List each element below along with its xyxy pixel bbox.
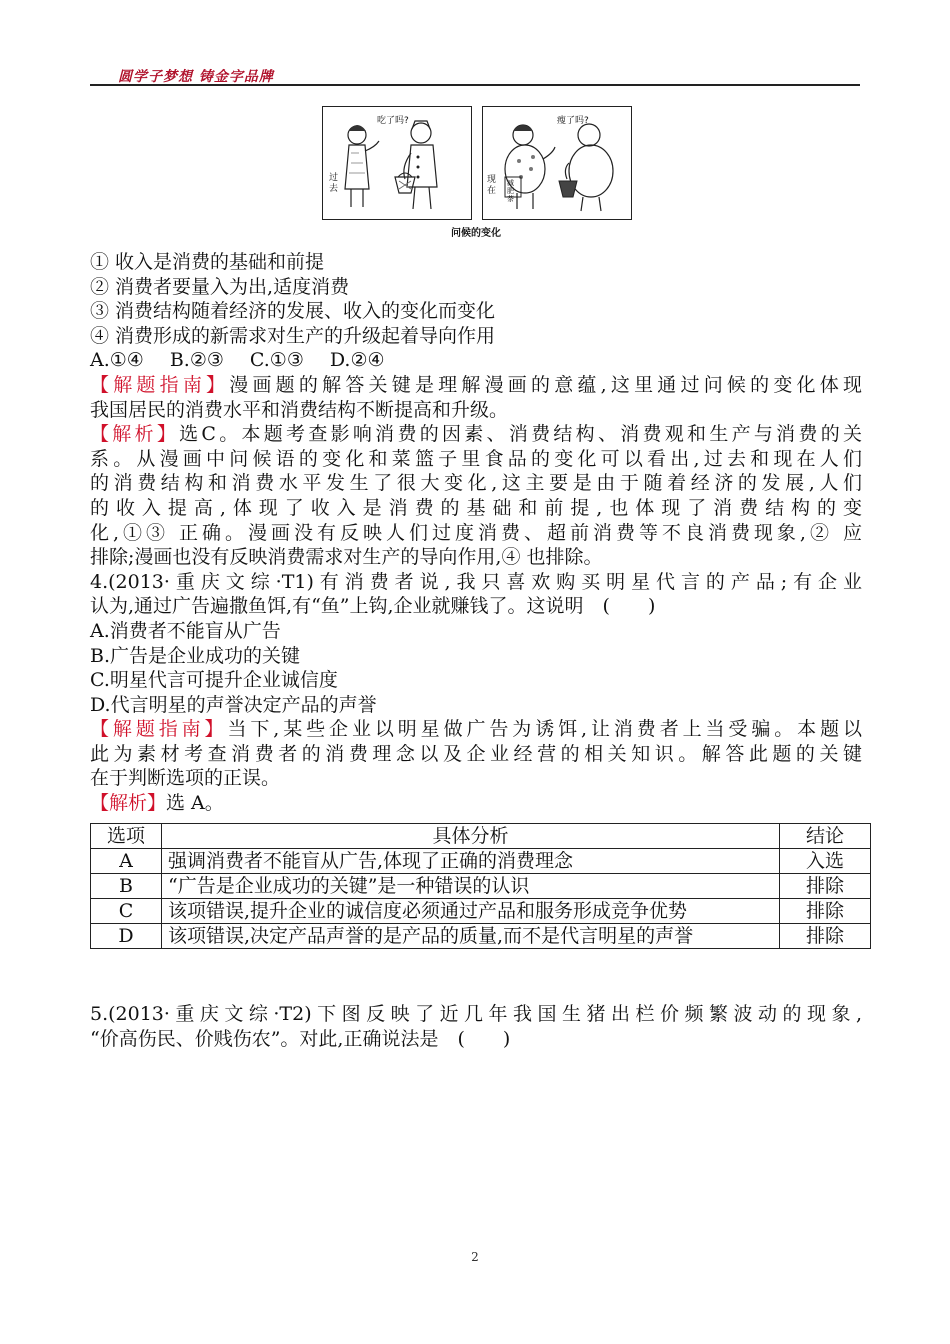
page-header xyxy=(90,62,860,86)
table-cell-analysis: 该项错误,提升企业的诚信度必须通过产品和服务形成竞争优势 xyxy=(162,899,780,924)
q5-stem-line: 5.(2013·重庆文综·T2)下图反映了近几年我国生猪出栏价频繁波动的现象, xyxy=(90,1003,862,1025)
q3-guide-line xyxy=(90,373,862,398)
q4-option: D.代言明星的声誉决定产品的声誉 xyxy=(90,693,377,716)
table-header: 具体分析 xyxy=(162,824,780,849)
q3-analysis-line: 的收入提高,体现了收入是消费的基础和前提,也体现了消费结构的变 xyxy=(90,496,862,519)
q3-item: ② 消费者要量入为出,适度消费 xyxy=(90,275,350,298)
table-cell-conclusion: 排除 xyxy=(780,924,871,949)
guide-tag: 【解题指南】 xyxy=(90,718,228,741)
guide-text: 漫画题的解答关键是理解漫画的意蕴,这里通过问候的变化体现 xyxy=(229,373,862,396)
guide-text: 当下,某些企业以明星做广告为诱饵,让消费者上当受骗。本题以 xyxy=(227,718,862,741)
q3-analysis-line: 系。从漫画中问候语的变化和菜篮子里食品的变化可以看出,过去和现在人们 xyxy=(90,447,862,470)
q3-item: ④ 消费形成的新需求对生产的升级起着导向作用 xyxy=(90,324,496,347)
cartoon-panel-past xyxy=(322,106,472,220)
q4-guide-line: 在于判断选项的正误。 xyxy=(90,767,281,790)
q3-analysis-line: 化,①③ 正确。漫画没有反映人们过度消费、超前消费等不良消费现象,② 应 xyxy=(90,521,862,544)
table-cell-option: B xyxy=(91,874,162,899)
table-row xyxy=(91,874,871,899)
q4-guide-line: 此为素材考查消费者的消费理念以及企业经营的相关知识。解答此题的关键 xyxy=(90,742,862,765)
speech-bubble-present: 瘦了吗? xyxy=(557,116,589,126)
table-cell-option: D xyxy=(91,924,162,949)
label-past: 过去 xyxy=(329,173,339,194)
q3-option: C.①③ xyxy=(249,349,304,372)
q4-stem-line: 认为,通过广告遍撒鱼饵,有“鱼”上钩,企业就赚钱了。这说明 ( ) xyxy=(90,595,656,618)
q3-analysis-line xyxy=(90,422,862,447)
q3-guide-line: 我国居民的消费水平和消费结构不断提高和升级。 xyxy=(90,398,509,421)
guide-tag: 【解题指南】 xyxy=(90,373,230,396)
q3-item: ① 收入是消费的基础和前提 xyxy=(90,251,325,273)
q4-guide-line xyxy=(90,717,862,742)
table-cell-analysis: 强调消费者不能盲从广告,体现了正确的消费理念 xyxy=(162,849,780,874)
q4-option: A.消费者不能盲从广告 xyxy=(90,619,281,642)
q4-option: C.明星代言可提升企业诚信度 xyxy=(90,669,338,692)
q4-option: B.广告是企业成功的关键 xyxy=(90,644,301,667)
table-cell-conclusion: 排除 xyxy=(780,899,871,924)
label-present: 现在 xyxy=(487,175,497,196)
analysis-tag: 【解析】 xyxy=(90,423,180,446)
cartoon-caption: 问候的变化 xyxy=(451,228,501,239)
cartoon-panel-present xyxy=(482,106,632,220)
table-row xyxy=(91,849,871,874)
q3-options xyxy=(90,348,862,373)
bag-label: 减肥茶 xyxy=(507,179,514,203)
table-row xyxy=(91,924,871,949)
table-cell-analysis: 该项错误,决定产品声誉的是产品的质量,而不是代言明星的声誉 xyxy=(162,924,780,949)
q3-option: D.②④ xyxy=(329,349,385,372)
table-header-row xyxy=(91,824,871,849)
question-3-content xyxy=(90,250,862,816)
q3-item: ③ 消费结构随着经济的发展、收入的变化而变化 xyxy=(90,300,496,323)
table-cell-analysis: “广告是企业成功的关键”是一种错误的认识 xyxy=(162,874,780,899)
table-cell-option: C xyxy=(91,899,162,924)
table-row xyxy=(91,899,871,924)
table-header: 结论 xyxy=(780,824,871,849)
cartoon-figure xyxy=(322,106,630,242)
analysis-tag: 【解析】 xyxy=(90,792,167,815)
q3-option: B.②③ xyxy=(169,349,224,372)
table-header: 选项 xyxy=(91,824,162,849)
question-5-content xyxy=(90,1002,862,1051)
header-slogan: 圆学子梦想 铸金字品牌 xyxy=(118,69,274,85)
analysis-text: 选 A。 xyxy=(166,792,224,815)
analysis-table xyxy=(90,823,871,949)
analysis-text: 选C。本题考查影响消费的因素、消费结构、消费观和生产与消费的关 xyxy=(179,423,862,446)
table-cell-conclusion: 入选 xyxy=(780,849,871,874)
q4-stem-line: 4.(2013·重庆文综·T1)有消费者说,我只喜欢购买明星代言的产品;有企业 xyxy=(90,570,862,593)
q3-analysis-line: 排除;漫画也没有反映消费需求对生产的导向作用,④ 也排除。 xyxy=(90,546,603,569)
table-cell-option: A xyxy=(91,849,162,874)
q5-stem-line: “价高伤民、价贱伤农”。对此,正确说法是 ( ) xyxy=(90,1027,511,1050)
q4-analysis-line xyxy=(90,791,862,816)
page-number: 2 xyxy=(471,1250,479,1264)
q3-option: A.①④ xyxy=(90,349,144,372)
speech-bubble-past: 吃了吗? xyxy=(377,116,409,126)
table-cell-conclusion: 排除 xyxy=(780,874,871,899)
q3-analysis-line: 的消费结构和消费水平发生了很大变化,这主要是由于随着经济的发展,人们 xyxy=(90,472,862,495)
